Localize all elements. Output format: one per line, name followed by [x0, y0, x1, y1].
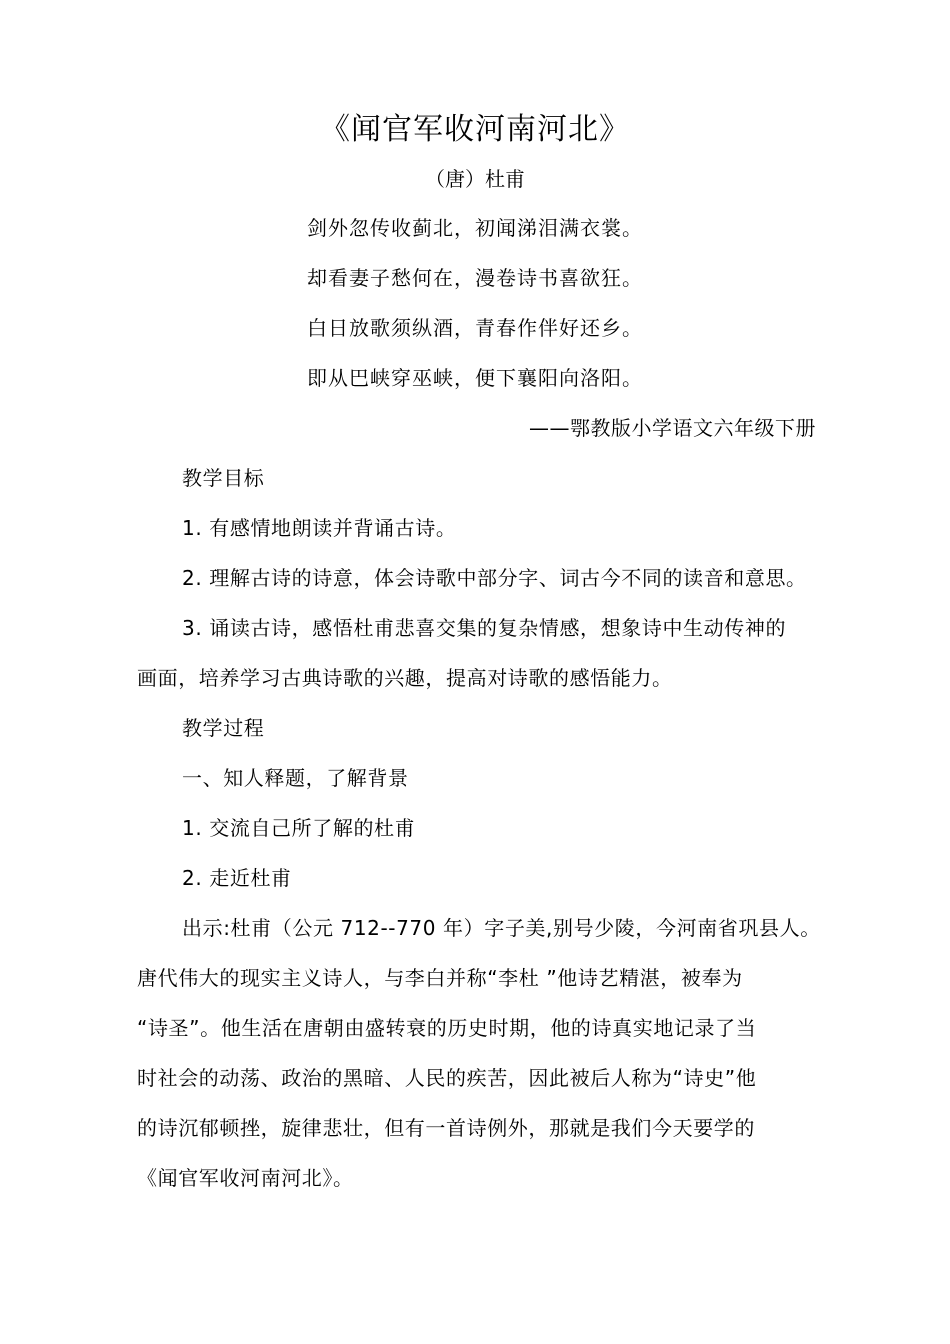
intro-line: 时社会的动荡、政治的黑暗、人民的疾苦，因此被后人称为“诗史”他: [137, 1066, 757, 1090]
goal-item: 3. 诵读古诗，感悟杜甫悲喜交集的复杂情感，想象诗中生动传神的: [182, 616, 787, 640]
poem-author: （唐）杜甫: [425, 167, 525, 191]
poem-line: 即从巴峡穿巫峡，便下襄阳向洛阳。: [307, 366, 643, 390]
poem-line: 白日放歌须纵酒，青春作伴好还乡。: [307, 316, 643, 340]
step-item: 2. 走近杜甫: [182, 866, 292, 890]
intro-line: 唐代伟大的现实主义诗人，与李白并称“李杜 ”他诗艺精湛，被奉为: [137, 966, 743, 990]
poem-title: 《闻官军收河南河北》: [320, 112, 630, 147]
process-heading: 教学过程: [182, 716, 265, 740]
goal-item: 1. 有感情地朗读并背诵古诗。: [182, 516, 457, 540]
intro-line: 出示:杜甫（公元 712--770 年）字子美,别号少陵，今河南省巩县人。: [182, 916, 821, 940]
intro-line: “诗圣”。他生活在唐朝由盛转衰的历史时期，他的诗真实地记录了当: [137, 1016, 757, 1040]
intro-line: 的诗沉郁顿挫，旋律悲壮，但有一首诗例外，那就是我们今天要学的: [137, 1116, 755, 1140]
step-item: 1. 交流自己所了解的杜甫: [182, 816, 416, 840]
goal-item-continuation: 画面，培养学习古典诗歌的兴趣，提高对诗歌的感悟能力。: [137, 666, 673, 690]
goal-item: 2. 理解古诗的诗意，体会诗歌中部分字、词古今不同的读音和意思。: [182, 566, 807, 590]
intro-line: 《闻官军收河南河北》。: [137, 1166, 354, 1190]
goals-heading: 教学目标: [182, 466, 265, 490]
poem-line: 剑外忽传收蓟北，初闻涕泪满衣裳。: [307, 216, 643, 240]
textbook-source: ——鄂教版小学语文六年级下册: [529, 416, 816, 440]
poem-line: 却看妻子愁何在，漫卷诗书喜欲狂。: [307, 266, 643, 290]
section-heading: 一、知人释题，了解背景: [182, 766, 409, 790]
